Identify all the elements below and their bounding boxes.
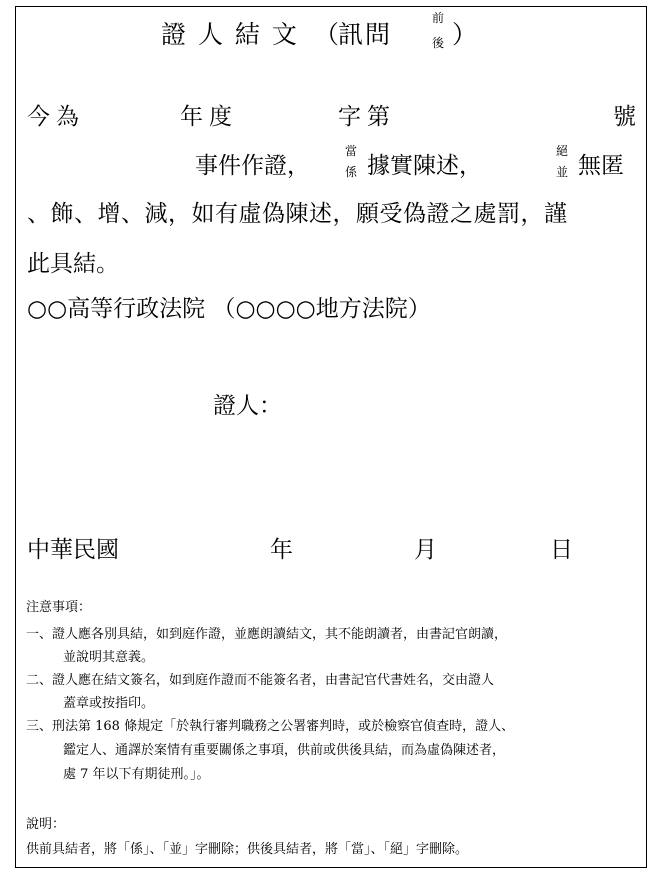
body-line2-c: 無匿 — [578, 153, 624, 179]
body-line2-b: 據實陳述， — [367, 153, 482, 179]
explain-heading: 說明： — [26, 817, 66, 832]
note-1-line2: 並說明其意義。 — [63, 650, 155, 665]
document-title: 證 人 結 文 — [161, 20, 299, 49]
court-name: ○○高等行政法院 （○○○○地方法院） — [27, 296, 431, 322]
title-kind: 訊問 — [338, 20, 393, 49]
title-close-paren: ） — [452, 20, 480, 49]
title-stack-top: 前 — [432, 11, 445, 25]
body-line1-c: 字第 — [338, 104, 396, 130]
note-1-line1: 一、證人應各別具結，如到庭作證，並應朗讀結文，其不能朗讀者，由書記官朗讀， — [26, 627, 508, 642]
date-day: 日 — [550, 537, 573, 563]
note-2-line2: 蓋章或按指印。 — [63, 696, 155, 711]
note-3-line2: 鑑定人、通譯於案情有重要關係之事項，供前或供後具結，而為虛偽陳述者， — [63, 743, 506, 758]
title-stack — [432, 12, 444, 51]
stack2-top: 絕 — [556, 144, 569, 158]
note-2-line1: 二、證人應在結文簽名，如到庭作證而不能簽名者，由書記官代書姓名，交由證人 — [26, 673, 495, 688]
stack2-bottom: 並 — [556, 164, 569, 179]
notes-heading: 注意事項： — [26, 600, 92, 615]
note-3-line3: 處 7 年以下有期徒刑。」。 — [63, 767, 210, 782]
body-line3: 、飾、增、減，如有虛偽陳述，願受偽證之處罰，謹 — [27, 201, 568, 227]
body-stack-1 — [345, 145, 357, 180]
title-stack-bottom: 後 — [432, 35, 445, 50]
title-open-paren: （ — [314, 20, 342, 49]
body-line2-a: 事件作證， — [195, 153, 310, 179]
explain-text: 供前具結者，將「係」、「並」字刪除；供後具結者，將「當」、「絕」字刪除。 — [26, 842, 469, 857]
body-line4: 此具結。 — [27, 251, 119, 277]
note-3-line1: 三、刑法第 168 條規定「於執行審判職務之公署審判時，或於檢察官偵查時，證人、 — [26, 719, 515, 734]
document-frame — [15, 6, 647, 868]
body-line1-b: 年度 — [180, 104, 238, 130]
date-era: 中華民國 — [27, 537, 119, 563]
witness-label: 證人： — [213, 393, 282, 419]
stack1-bottom: 係 — [345, 164, 358, 179]
stack1-top: 當 — [345, 144, 358, 158]
date-month: 月 — [414, 537, 437, 563]
body-line1-d: 號 — [613, 104, 636, 130]
date-year: 年 — [270, 537, 293, 563]
body-stack-2 — [556, 145, 568, 180]
body-line1-a: 今為 — [27, 104, 85, 130]
